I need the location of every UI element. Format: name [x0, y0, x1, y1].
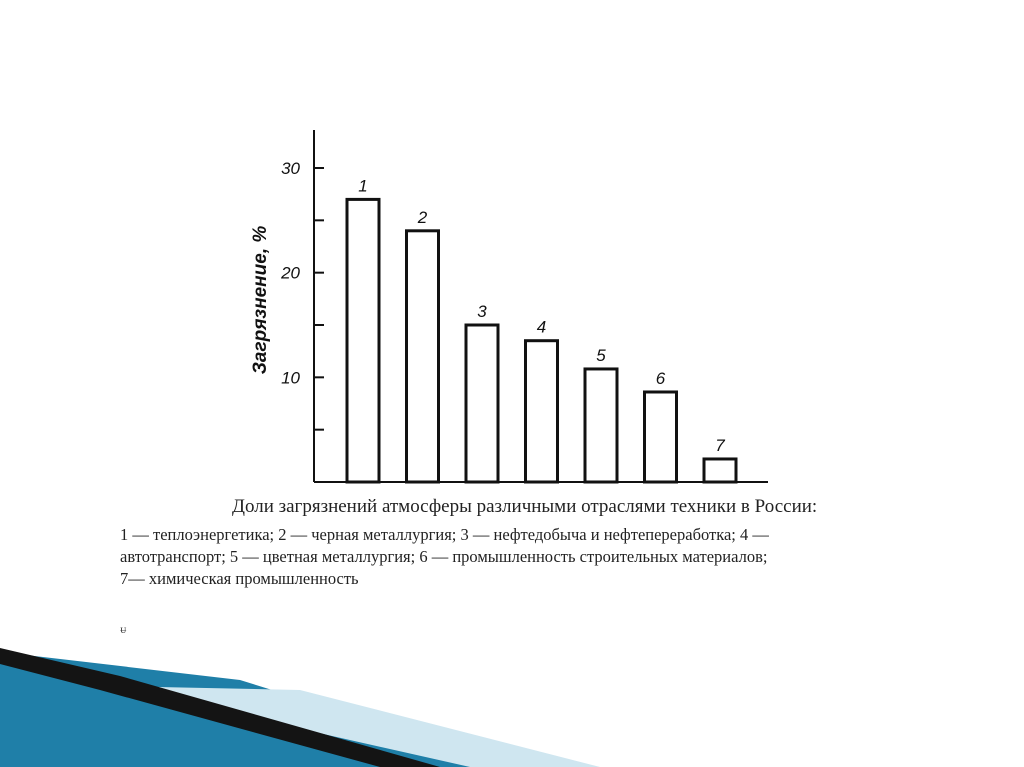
bar-category-label: 7 — [715, 435, 725, 455]
bar — [704, 459, 736, 482]
bar — [347, 199, 379, 482]
bar-category-label: 6 — [655, 368, 666, 388]
y-tick-label: 20 — [281, 263, 300, 283]
caption-line: 1 — теплоэнергетика; 2 — черная металлургия; 3 — нефтедобыча и нефтепереработка; 4 — — [120, 525, 769, 544]
bar — [526, 341, 558, 482]
y-tick-label: 10 — [281, 368, 300, 388]
caption-title: Доли загрязнений атмосферы различными отраслями техники в России: — [232, 496, 818, 517]
scan-artifact-mark: ᵾ — [120, 622, 127, 636]
bar — [645, 392, 677, 482]
caption-line: автотранспорт; 5 — цветная металлургия; 6 — промышленность строительных материалов; — [120, 547, 768, 566]
bar-category-label: 1 — [358, 176, 368, 196]
y-tick-label: 30 — [281, 159, 300, 178]
chart-bars — [347, 176, 736, 482]
figure-caption — [120, 496, 940, 590]
bar — [466, 325, 498, 482]
caption-line: 7— химическая промышленность — [120, 569, 359, 588]
bar — [407, 231, 439, 482]
bar-category-label: 2 — [417, 207, 428, 227]
bar — [585, 369, 617, 482]
y-axis-label: Загрязнение, % — [250, 225, 271, 375]
bar-category-label: 3 — [477, 302, 487, 321]
bar-category-label: 5 — [596, 345, 606, 365]
bar-category-label: 4 — [536, 317, 547, 337]
